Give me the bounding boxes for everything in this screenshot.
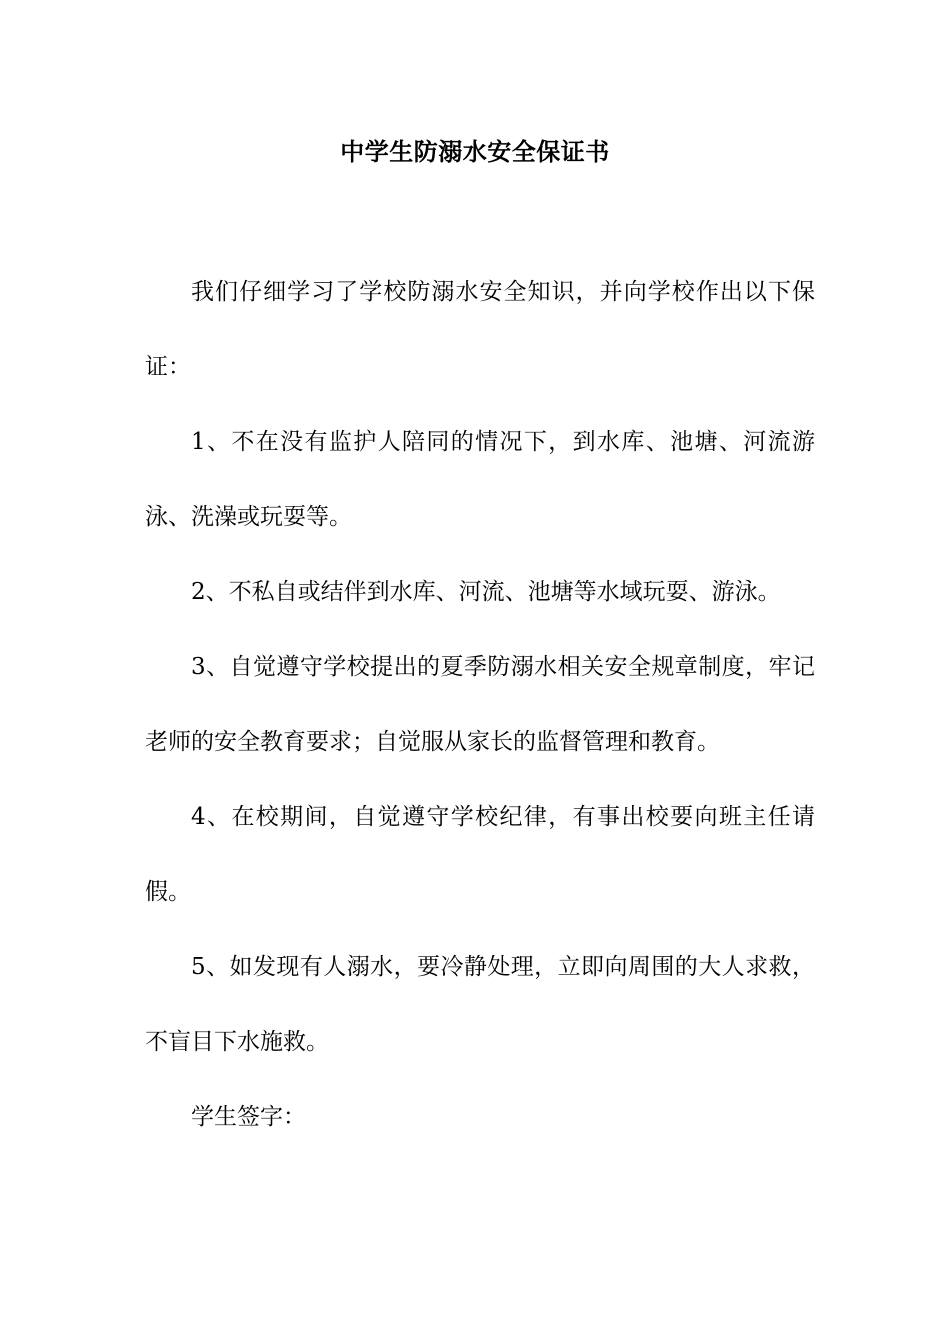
signature-label: 学生签字： (191, 1104, 306, 1130)
pledge-item-2: 2、不私自或结伴到水库、河流、池塘等水域玩耍、游泳。 (191, 579, 781, 605)
pledge-item-3: 3、自觉遵守学校提出的夏季防溺水相关安全规章制度，牢记老师的安全教育要求；自觉服从家长的监督管理和教育。 (145, 654, 815, 755)
document-title: 中学生防溺水安全保证书 (340, 137, 610, 166)
document-body (145, 255, 815, 1155)
pledge-item-1: 1、不在没有监护人陪同的情况下，到水库、池塘、河流游泳、洗澡或玩耍等。 (145, 429, 815, 530)
pledge-item-4: 4、在校期间，自觉遵守学校纪律，有事出校要向班主任请假。 (145, 804, 815, 905)
pledge-item-5: 5、如发现有人溺水，要冷静处理，立即向周围的大人求救，不盲目下水施救。 (145, 954, 815, 1055)
intro-paragraph: 我们仔细学习了学校防溺水安全知识，并向学校作出以下保证： (145, 279, 815, 380)
